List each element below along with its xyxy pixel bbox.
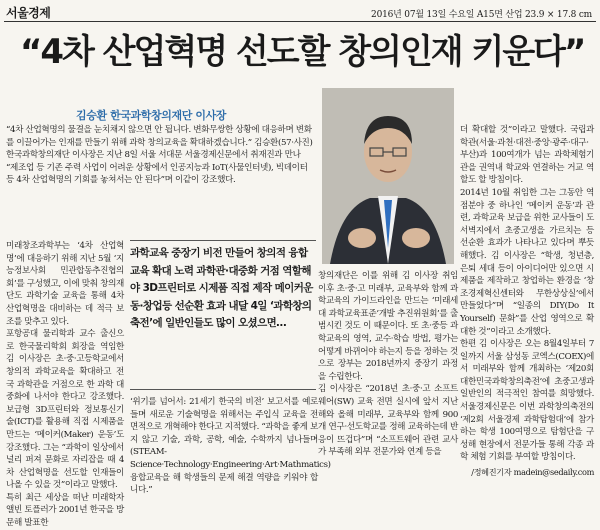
portrait-photo	[322, 88, 454, 264]
pull-quote-rule	[130, 389, 316, 390]
pull-quote: 과학교육 중장기 비전 만들어 창의적 융합교육 확대 노력 과학관·대중화 거점 역할해야 3D프린터로 시제품 직접 제작 메이커운동·창업등 선순환 효과 내달 4일 ‘과학창의축전’에 일반인들도 많이 오셨으면…	[130, 240, 316, 333]
body-column-4-text: 더 확대할 것”이라고 말했다. 국립과학관(서울·과천·대전·중앙·광주·대구·부산)과 100여개가 넘는 과학체험기관을 권역내 학교와 연결하는 거교 역할도 할 방침이다. 2014년 10월 취임한 그는 그동안 역점분야 중 하나인 ‘메이커 운동’과 관련, 과학교육 보급을 위한 교사들이 도서벽지에서 초중고생을 가르치는 등 선순환 효과가 나타나고 있다며 뿌듯해했다. 김 이사장은 “학생, 청년층, 은퇴 세대 등이 아이디어만 있으면 시제품을 제작하고 창업하는 환경을 ‘창조경제혁신센터와 무한상상실’에서 만들었다”며 “일종의 DIY(Do It Yourself) 문화”를 산업 영역으로 확대한 것”이라고 소개했다. 한편 김 이사장은 오는 8월4일부터 7일까지 서울 삼성동 코엑스(COEX)에서 미래부와 함께 개최하는 ‘제20회 대한민국과학창의축전’에 초중고생과 일반인의 적극적인 참여를 희망했다. 서울경제신문은 이번 과학창의축전의 ‘제2회 서울경제 과학탐험대’에 참가하는 학생 100여명으로 탐험단을 구성해 현장에서 전문가들 통해 각종 과학 체험 기회를 부여할 방침이다.	[460, 125, 594, 463]
body-column-4	[460, 124, 594, 479]
lead-paragraph: “4차 산업혁명의 물결을 눈치채지 않으면 안 됩니다. 변화무쌍한 상황에 대응하며 변화를 이끌어가는 인재를 만들기 위해 과학 창의교육을 확대하겠습니다.” 김승환(57·사진) 한국과학창의재단 이사장은 지난 8일 서울 서대문 서울경제신문에서 취재진과 만나 “제조업 등 기존 주력 사업이 어려운 상황에서 인공지능과 IoT(사물인터넷), 빅데이터 등 4차 산업혁명의 기회를 놓쳐서는 안 된다”며 이같이 강조했다.	[6, 125, 313, 186]
header-rule	[4, 21, 596, 22]
dateline: 2016년 07월 13일 수요일 A15면 산업 23.9 × 17.8 cm	[371, 10, 592, 20]
masthead: 서울경제	[6, 6, 51, 20]
reporter-credit: /정혜진기자 madein@sedaily.com	[471, 467, 594, 478]
body-column-2: ‘위기를 넘어서: 21세기 한국의 비전’ 보고서를 예로 들며 새로운 기술혁명을 위해서는 주입식 교육을 전면적으로 개혁해야 한다고 지적했다. “과학을 좋게 보지 않고 기술, 과학, 공학, 예술, 수학까지 넘나들며(STEAM-Science·Technology·Engineering·Art·Mathmatics) 융합교육을 해 학생들의 문제 해결 역량을 키워야 합니다.”	[130, 397, 331, 496]
byline: 김승환 한국과학창의재단 이사장	[76, 109, 227, 122]
headline: “4차 산업혁명 선도할 창의인재 키운다”	[20, 32, 585, 72]
body-column-1: 미래창조과학부는 ‘4차 산업혁명’에 대응하기 위해 지난 5월 ‘지능정보사회 민관합동추진협의회’를 구성했고, 이에 맞춰 창의재단도 과학기술 교육을 통해 4차 산업혁명을 대비하는 데 적극 보조를 맞추고 있다. 포항공대 물리학과 교수 출신으로 한국물리학회 회장을 역임한 김 이사장은 초·중·고등학교에서 창의적 과학교육을 확대하고 전국 과학관을 거점으로 한 과학 대중화에 나서야 한다고 강조했다. 보급형 3D프린터와 정보통신기술(ICT)를 활용해 직접 시제품을 만드는 ‘메이커(Maker) 운동’도 강조했다. 그는 “과학이 일상에서 널리 퍼져 문화로 자리잡을 때 4차 산업혁명을 선도할 인재들이 나올 수 있을 것”이라고 말했다. 특히 최근 세상을 떠난 미래학자 앨빈 토플러가 2001년 한국을 방문해 발표한	[6, 241, 124, 529]
body-column-3: 창의재단은 이를 위해 김 이사장 취임 이후 초·중·고 미래부, 교육부와 함께 과학교육의 가이드라인을 만드는 ‘미래세대 과학교육표준’개발 추진위원회’를 출범시킨 것도 이 때문이다. 또 초·중등 과학교육의 영역, 교수·학습 방법, 평가는 어떻게 바뀌어야 하는지 등을 정하는 것으로 장부는 2018년까지 중장기 과정을 수립한다. 김 이사장은 “2018년 초·중·고 소프트웨어(SW) 교육 전면 실시에 앞서 지난해와 올해 미래부, 교육부와 함께 900개 연구·선도학교를 정해 교육하는데 반응이 뜨겁다”며 “소프트웨어 관련 교사가 부족해 외부 전문가와 연계 등을	[318, 271, 458, 458]
person-portrait-icon	[322, 88, 454, 264]
